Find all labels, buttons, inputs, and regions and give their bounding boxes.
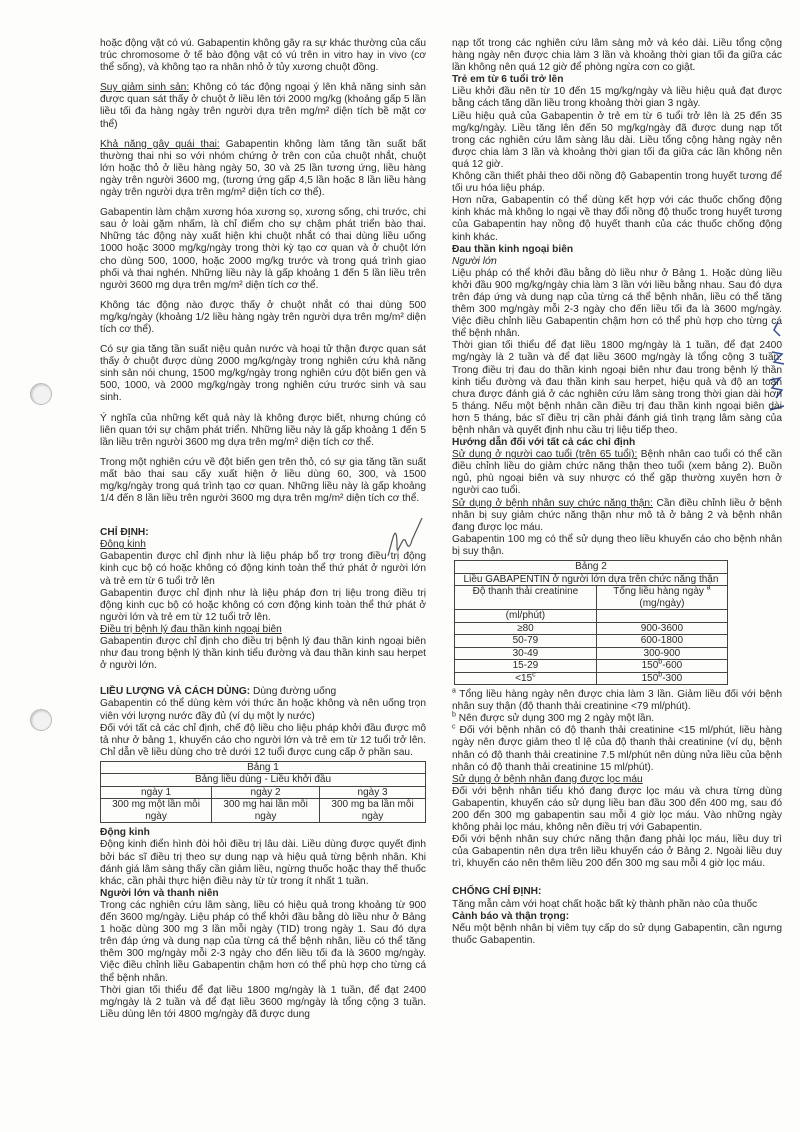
footnote-b: $^b$ Nên được sử dụng 300 mg 2 ngày một lần. <box>452 711 655 725</box>
table-2-unit: (ml/phút) <box>455 610 597 623</box>
indications-heading: CHỈ ĐỊNH: <box>100 527 149 539</box>
elderly-heading: Sử dụng ở người cao tuổi (trên 65 tuổi): <box>452 449 638 461</box>
dialysis-heading: Sử dụng ở bệnh nhân đang được lọc máu <box>452 773 643 785</box>
table-2-header-dose: Tổng liều hàng ngày $^a$ (mg/ngày) <box>596 586 727 610</box>
table-2-cell: 30-49 <box>455 647 597 660</box>
adults-paragraph-2: Thời gian tối thiểu để đạt liều 1800 mg/ngày là 1 tuần, để đạt 2400 mg/ngày là 2 tuần và để đạt liều 3600 mg/ngày là tổng cộng 3 tuần. Liều dùng lên tới 4800 mg/ngày đã được dung <box>100 984 426 1020</box>
continued-paragraph: nạp tốt trong các nghiên cứu lâm sàng mở và kéo dài. Liều tổng cộng hàng ngày nên được chia làm 3 lần và khoảng thời gian tối đa giữa các lần không nên quá 12 giờ để phòng ngừa cơn co giật. <box>452 38 782 74</box>
renal-text: Cần điều chỉnh liều ở bệnh nhân bị suy giảm chức năng thận như mô tả ở bảng 2 và bệnh nhân đang được lọc máu. <box>452 497 782 533</box>
adults-heading: Người lớn và thanh niên <box>100 887 219 899</box>
right-column <box>452 38 782 947</box>
repro-heading: Suy giảm sinh sản: <box>100 82 190 94</box>
children-heading: Trẻ em từ 6 tuổi trở lên <box>452 74 564 86</box>
children-paragraph-3: Không cần thiết phải theo dõi nồng độ Gabapentin trong huyết tương để tối ưu hóa liệu pháp. <box>452 171 782 195</box>
neuropathic-paragraph-2: Thời gian tối thiểu để đạt liều 1800 mg/ngày là 1 tuần, để đạt 2400 mg/ngày là 2 tuần và để đạt liều 3600 mg/ngày là tổng cộng 3 tuần. Trong điều trị đau do thần kinh ngoại biên như đau trong bệnh lý thần kinh tiểu đường và đau thần kinh sau herpet, hiệu quả và độ an toàn chưa được đánh giá ở các nghiên cứu lâm sàng trong thời gian dài hơn 5 tháng. Nếu một bệnh nhân cần điều trị đau thần kinh ngoại biên dài hơn 5 tháng, bác sĩ điều trị cần phải đánh giá tình trạng lâm sàng của bệnh nhân và quyết định nhu cầu trị liệu tiếp theo. <box>452 340 782 436</box>
left-column <box>100 38 426 1021</box>
hydro-paragraph: Có sự gia tăng tần suất niệu quản nước và hoại tử thận được quan sát thấy ở chuột được dùng 2000 mg/kg/ngày trong nghiên cứu khả năng sinh sản nói chung, 1500 mg/kg/ngày trong nghiên cứu đột biến gen và 500, 1000, và 2000 mg/kg/ngày trong nghiên cứu trước sinh và sau sinh. <box>100 344 426 404</box>
warnings-text: Nếu một bệnh nhân bị viêm tụy cấp do sử dụng Gabapentin, cần ngưng thuốc Gabapentin. <box>452 922 782 946</box>
table-2-unit-empty <box>596 610 727 623</box>
table-1-header: ngày 3 <box>320 786 426 799</box>
table-1-header: ngày 2 <box>212 786 320 799</box>
indication-paragraph-1: Gabapentin được chỉ định như là liệu pháp bổ trợ trong điều trị động kinh cục bộ có hoặc không có động kinh toàn thể thứ phát ở người lớn và trẻ em từ 6 tuổi trở lên <box>100 551 426 587</box>
elderly-text: Bệnh nhân cao tuổi có thể cần điều chỉnh liều do giảm chức năng thận theo tuổi (xem bảng 2). Buồn ngủ, phù ngoại biên và suy nhược có thể gặp thường xuyên hơn ở người cao tuổi. <box>452 449 782 497</box>
table-2-cell: 600-1800 <box>596 635 727 648</box>
terato-text: Gabapentin không làm tăng tần suất bất thường thai nhi so với nhóm chứng ở trên con của chuột nhắt, chuột lớn hoặc thỏ ở liều hàng ngày 50, 30 và 25 lần tương ứng, liều hàng ngày trên người 3600 mg, (tương ứng gấp 4,5 lần hoặc 8 lần liều hàng ngày trên người dựa trên mg/m² diện tích cơ thể). <box>100 138 426 199</box>
table-1-cell: 300 mg ba lần mỗi ngày <box>320 799 426 823</box>
adults-paragraph-1: Trong các nghiên cứu lâm sàng, liều có hiệu quả trong khoảng từ 900 đến 3600 mg/ngày. Liệu pháp có thể khởi đầu bằng dò liều như ở Bảng 1 hoặc dùng 300 mg 3 lần mỗi ngày (TID) trong ngày 1. Sau đó dựa trên đáp ứng và dung nạp của từng cá thể bệnh nhân, liều có thể tăng thêm 300 mg/ngày mỗi 2-3 ngày cho đến liều tối đa là 3600 mg/ngày. Việc điều chỉnh liều Gabapentin chậm hơn có thể phù hợp cho từng cá thể bệnh nhân. <box>100 899 426 984</box>
children-paragraph-1: Liều khởi đầu nên từ 10 đến 15 mg/kg/ngày và liều hiệu quả đạt được bằng cách tăng dần liều trong khoảng thời gian 3 ngày. <box>452 86 782 110</box>
punch-hole <box>30 709 52 731</box>
footnote-c: $^c$ Đối với bệnh nhân có độ thanh thải creatinine <15 ml/phút, liều hàng ngày nên được giảm theo tỉ lệ của độ thanh thải creatinine (ví dụ, bệnh nhân có độ thanh thải creatinine 7.5 ml/phút nên dùng nửa liều của bệnh nhân có độ thanh thải creatinine 15 ml/phút). <box>452 723 782 773</box>
children-paragraph-4: Hơn nữa, Gabapentin có thể dùng kết hợp với các thuốc chống động kinh khác mà không lo ngại về thay đổi nồng độ thuốc trong huyết tương của Gabapentin hay nồng độ huyết thanh của các thuốc chống động kinh khác. <box>452 195 782 243</box>
table-2 <box>454 560 728 685</box>
table-2-cell: 15-29 <box>455 660 597 673</box>
guidance-heading: Hướng dẫn đối với tất cả các chỉ định <box>452 437 636 449</box>
table-2-cell: 300-900 <box>596 647 727 660</box>
renal-paragraph-2: Gabapentin 100 mg có thể sử dụng theo liều khuyến cáo cho bệnh nhân bị suy thận. <box>452 533 782 557</box>
bone-paragraph: Gabapentin làm chậm xương hóa xương sọ, xương sống, chi trước, chi sau ở loài gặm nhấm, là chỉ điểm cho sự chậm phát triển bào thai. Những tác động này xuất hiện khi chuột nhắt có thai dùng liều uống 1000 hoặc 3000 mg/kg/ngày trong thời kỳ tạo cơ quan và ở chuột lớn cho dùng 500, 1000, hoặc 2000 mg/kg trước và trong quá trình giao phối và thai nghén. Những liều này là gấp khoảng 1 đến 5 lần liều trên người 3600 mg dựa trên mg/m² diện tích cơ thể. <box>100 207 426 291</box>
table-1-cell: 300 mg hai lần mỗi ngày <box>212 799 320 823</box>
repro-text: Không có tác động ngoại ý lên khả năng sinh sản được quan sát thấy ở chuột ở liều lên tới 2000 mg/kg (khoảng gấp 5 lần liều tối đa hàng ngày trên người dựa trên mg/m² diện tích bề mặt cơ thể) <box>100 82 427 130</box>
table-1-subtitle: Bảng liều dùng - Liều khởi đầu <box>101 774 426 787</box>
noeffect-paragraph: Không tác động nào được thấy ở chuột nhắt có thai dùng 500 mg/kg/ngày (khoảng 1/2 liều hàng ngày trên người dựa trên mg/m² diện tích cơ thể). <box>100 299 426 335</box>
dosage-heading: LIỀU LƯỢNG VÀ CÁCH DÙNG: <box>100 686 251 698</box>
epilepsy-dosing-heading: Động kinh <box>100 827 150 839</box>
meaning-paragraph: Ý nghĩa của những kết quả này là không được biết, nhưng chúng có liên quan tới sự chậm phát triển. Những liều này là gấp khoảng 1 đến 5 lần liều trên người 3600 mg dựa trên mg/m² diện tích cơ thể. <box>100 412 426 448</box>
table-2-cell: 900-3600 <box>596 622 727 635</box>
dose-paragraph-1: Gabapentin có thể dùng kèm với thức ăn hoặc không và nên uống trọn viên với lượng nước đầy đủ (ví dụ một ly nước) <box>100 698 426 722</box>
epilepsy-subheading: Động kinh <box>100 539 146 551</box>
dialysis-paragraph-1: Đối với bệnh nhân tiểu khó đang được lọc máu và chưa từng dùng Gabapentin, khuyến cáo sử dụng liều ban đầu 300 đến 400 mg, sau đó 200 đến 300 mg gabapentin sau mỗi 4 giờ lọc máu. Vào những ngày không phải lọc máu, không nên điều trị với Gabapentin. <box>452 785 782 834</box>
dialysis-paragraph-2: Đối với bệnh nhân suy chức năng thận đang phải lọc máu, liều duy trì của Gabapentin nên dựa trên liều khuyến cáo ở Bảng 2. Ngoài liều duy trì, khuyến cáo nên thêm liều 200 đến 300 mg sau mỗi 4 giờ lọc máu. <box>452 834 782 870</box>
table-2-cell: 150$^b$-600 <box>596 660 727 673</box>
footnote-a: $^a$ Tổng liều hàng ngày nên được chia làm 3 lần. Giảm liều đối với bệnh nhân suy thận (độ thanh thải creatinine <79 ml/phút). <box>452 687 782 713</box>
dose-paragraph-2: Đối với tất cả các chỉ định, chế độ liều cho liệu pháp khởi đầu được mô tả như ở bảng 1, khuyến cáo cho người lớn và trẻ em từ 12 tuổi trở lên. Chỉ dẫn về liều dùng cho trẻ dưới 12 tuổi được cung cấp ở phần sau. <box>100 722 426 758</box>
contraindications-text: Tăng mẫn cảm với hoạt chất hoặc bất kỳ thành phần nào của thuốc <box>452 898 758 910</box>
punch-hole <box>30 383 52 405</box>
neuropathic-heading: Đau thần kinh ngoại biên <box>452 243 574 255</box>
table-1-header: ngày 1 <box>101 786 212 799</box>
table-2-subtitle: Liều GABAPENTIN ở người lớn dựa trên chức năng thận <box>455 573 728 586</box>
rabbit-paragraph: Trong một nghiên cứu về đột biến gen trên thỏ, có sự gia tăng tần suất mất bào thai sau cấy xuất hiện ở liều dùng 60, 300, và 1500 mg/kg/ngày trong quá trình tạo cơ quan. Những liều này là gấp khoảng 1/4 đến 8 lần liều trên người 3600 mg dựa trên mg/m² diện tích cơ thể. <box>100 456 426 505</box>
children-paragraph-2: Liều hiệu quả của Gabapentin ở trẻ em từ 6 tuổi trở lên là 25 đến 35 mg/kg/ngày. Liều tăng lên đến 50 mg/kg/ngày đã được dung nạp tốt trong các nghiên cứu lâm sàng lâu dài. Liều tổng cộng hàng ngày nên được chia làm 3 lần và khoảng thời gian tối đa giữa các lần không nên quá 12 giờ. <box>452 110 782 170</box>
table-1 <box>100 761 426 824</box>
terato-heading: Khả năng gây quái thai: <box>100 138 220 150</box>
warnings-heading: Cảnh báo và thận trọng: <box>452 910 570 922</box>
renal-heading: Sử dụng ở bệnh nhân suy chức năng thận: <box>452 497 653 509</box>
epilepsy-dosing-text: Động kinh điển hình đòi hỏi điều trị lâu dài. Liều dùng được quyết định bởi bác sĩ điều trị theo sự dung nạp và hiệu quả từng bệnh nhân. Khi đánh giá lâm sàng thấy cần giảm liều, ngừng thuốc hoặc thay thế thuốc khác, cần phải thực hiện điều này từ từ trong ít nhất 1 tuần. <box>100 839 426 887</box>
neuropathic-subheading: Điều trị bệnh lý đau thần kinh ngoại biên <box>100 623 282 635</box>
dosage-route: Dùng đường uống <box>253 686 337 698</box>
table-2-cell: $<15^c$ <box>455 672 597 685</box>
table-1-title: Bảng 1 <box>101 761 426 774</box>
adults-subheading: Người lớn <box>452 255 497 267</box>
table-2-cell: ≥80 <box>455 622 597 635</box>
table-2-title: Bảng 2 <box>455 561 728 574</box>
intro-paragraph: hoặc động vật có vú. Gabapentin không gây ra sự khác thường của cấu trúc chromosome ở tế bào động vật có vú trên in vitro hay in vivo (cơ thể sống), và không tạo ra nhân nhỏ ở tủy xương chuột đồng. <box>100 38 426 74</box>
contraindications-heading: CHỐNG CHỈ ĐỊNH: <box>452 886 542 898</box>
table-1-cell: 300 mg một lần mỗi ngày <box>101 799 212 823</box>
indication-paragraph-3: Gabapentin được chỉ định cho điều trị bệnh lý đau thần kinh ngoại biên như đau trong bệnh lý thần kinh tiểu đường và đau thần kinh sau herpet ở người lớn. <box>100 636 426 672</box>
table-2-cell: 50-79 <box>455 635 597 648</box>
neuropathic-paragraph-1: Liệu pháp có thể khởi đầu bằng dò liều như ở Bảng 1. Hoặc dùng liều khởi đầu 900 mg/kg/ngày chia làm 3 lần với liều bằng nhau. Sau đó dựa trên đáp ứng và dung nạp của từng cá thể bệnh nhân, liều có thể tăng thêm 300 mg/ngày mỗi 2-3 ngày cho đến liều tối đa là 3600 mg/ngày. Việc điều chỉnh liều Gabapentin chậm hơn có thể phù hợp cho từng cá thể bệnh nhân. <box>452 267 782 340</box>
table-2-cell: 150$^b$-300 <box>596 672 727 685</box>
indication-paragraph-2: Gabapentin được chỉ định như là liệu pháp đơn trị liệu trong điều trị động kinh cục bộ có hoặc không có cơn động kinh toàn thể thứ phát ở người lớn và trẻ em từ 12 tuổi trở lên. <box>100 587 426 623</box>
table-2-header-clearance: Độ thanh thải creatinine <box>455 586 597 610</box>
